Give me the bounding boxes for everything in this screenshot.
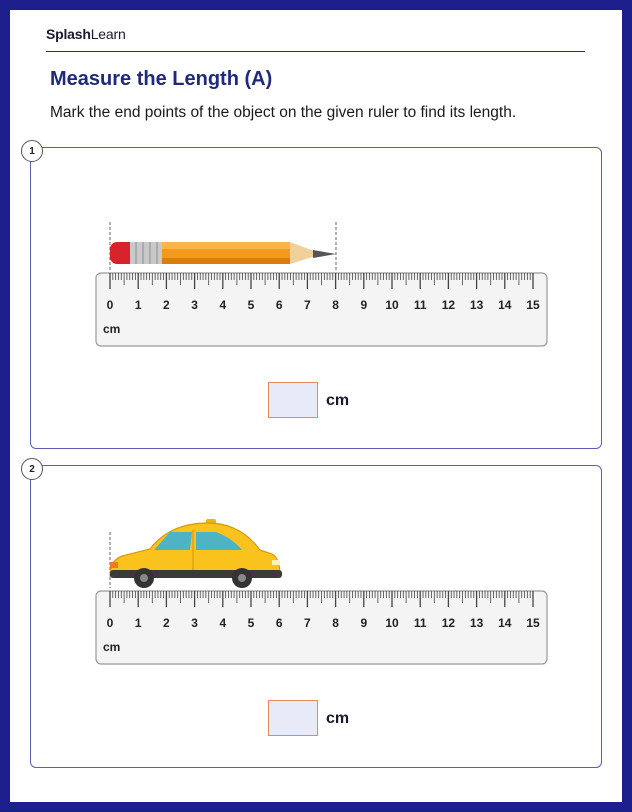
ruler-label: 11 xyxy=(413,298,427,312)
ruler-label: 5 xyxy=(247,616,255,630)
ruler-label: 11 xyxy=(413,616,427,630)
ruler-label: 9 xyxy=(360,298,368,312)
answer-unit-2: cm xyxy=(326,710,350,727)
ruler-label: 9 xyxy=(360,616,368,630)
ruler-label: 13 xyxy=(469,616,484,630)
answer-unit-1: cm xyxy=(326,392,350,409)
ruler-label: 4 xyxy=(219,298,227,312)
ruler-unit-label: cm xyxy=(103,640,121,654)
ruler-label: 4 xyxy=(219,616,227,630)
ruler-label: 3 xyxy=(191,298,198,312)
car-icon xyxy=(110,519,282,588)
ruler-label: 1 xyxy=(134,298,142,312)
ruler-label: 14 xyxy=(498,298,512,312)
worksheet xyxy=(10,10,622,802)
ruler-label: 13 xyxy=(469,298,484,312)
ruler-label: 6 xyxy=(275,616,283,630)
ruler-label: 7 xyxy=(304,616,311,630)
ruler-label: 2 xyxy=(163,616,170,630)
ruler-label: 3 xyxy=(191,616,198,630)
question-number: 1 xyxy=(21,140,43,162)
ruler xyxy=(96,273,547,346)
ruler-unit-label: cm xyxy=(103,322,121,336)
ruler-label: 12 xyxy=(441,298,456,312)
ruler-label: 2 xyxy=(163,298,170,312)
answer-box-1[interactable] xyxy=(268,382,318,418)
ruler-label: 0 xyxy=(106,298,114,312)
ruler-label: 0 xyxy=(106,616,114,630)
ruler-label: 8 xyxy=(332,298,339,312)
brand-logo: SplashLearn xyxy=(46,26,126,42)
ruler xyxy=(96,591,547,664)
question-number: 2 xyxy=(21,458,43,480)
ruler-label: 14 xyxy=(498,616,512,630)
worksheet-title: Measure the Length (A) xyxy=(50,68,273,90)
ruler-label: 1 xyxy=(134,616,142,630)
answer-box-2[interactable] xyxy=(268,700,318,736)
ruler-label: 6 xyxy=(275,298,283,312)
ruler-label: 8 xyxy=(332,616,339,630)
ruler-label: 5 xyxy=(247,298,255,312)
ruler-label: 12 xyxy=(441,616,456,630)
instructions: Mark the end points of the object on the given ruler to find its length. xyxy=(50,104,517,121)
ruler-label: 10 xyxy=(385,616,399,630)
ruler-label: 15 xyxy=(526,616,540,630)
ruler-label: 10 xyxy=(385,298,399,312)
ruler-label: 7 xyxy=(304,298,311,312)
pencil-icon xyxy=(110,222,336,272)
ruler-label: 15 xyxy=(526,298,540,312)
